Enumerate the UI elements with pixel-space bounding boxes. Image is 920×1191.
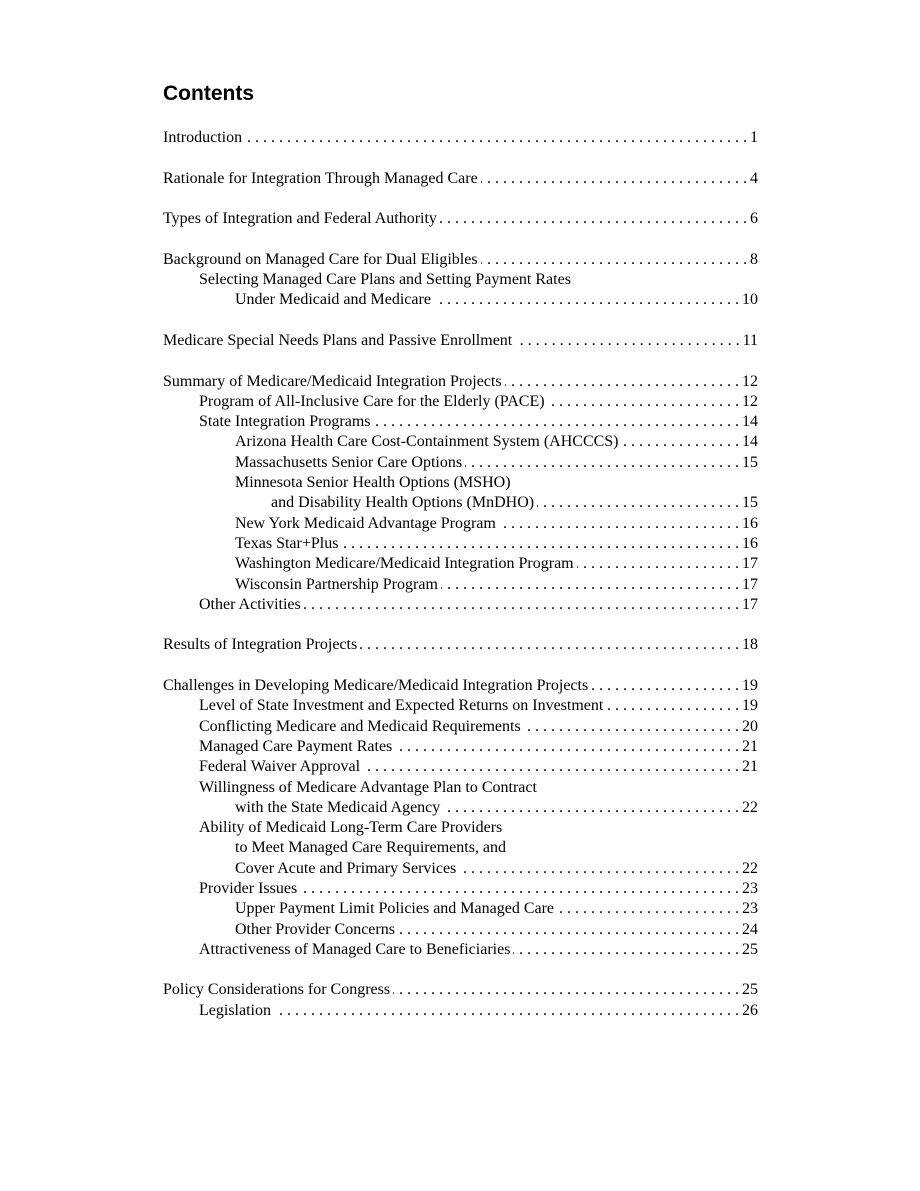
toc-entry-title: Challenges in Developing Medicare/Medicaid Integration Projects	[163, 677, 589, 695]
toc-entry-page-number: 25	[742, 940, 758, 958]
dot-leader	[274, 1001, 739, 1021]
toc-entry-title: Program of All-Inclusive Care for the Elderly (PACE)	[199, 392, 545, 410]
dot-leader	[341, 534, 739, 554]
toc-entry-title: Upper Payment Limit Policies and Managed Care	[235, 900, 555, 918]
toc-entry[interactable]	[163, 493, 758, 513]
toc-entry[interactable]	[163, 392, 758, 412]
toc-entry-page-number: 20	[742, 717, 758, 735]
toc-entry-page-number: 21	[742, 758, 758, 776]
toc-entry-page-number: 12	[742, 372, 758, 390]
toc-entry-page-number: 8	[750, 250, 758, 268]
toc-entry[interactable]	[163, 270, 758, 290]
dot-leader	[304, 595, 739, 615]
dot-leader	[499, 514, 739, 534]
toc-entry[interactable]	[163, 879, 758, 899]
toc-entry-title: with the State Medicaid Agency	[235, 798, 441, 816]
toc-entry-title: Types of Integration and Federal Authority	[163, 210, 437, 228]
dot-leader	[606, 696, 739, 716]
toc-entry-page-number: 18	[742, 636, 758, 654]
toc-entry-title: Policy Considerations for Congress	[163, 981, 391, 999]
table-of-contents	[163, 128, 758, 1021]
toc-entry[interactable]	[163, 128, 758, 148]
toc-entry[interactable]	[163, 554, 758, 574]
toc-entry-title: Conflicting Medicare and Medicaid Requirements	[199, 717, 521, 735]
dot-leader	[577, 554, 739, 574]
dot-leader	[363, 757, 739, 777]
toc-entry[interactable]	[163, 859, 758, 879]
toc-entry[interactable]	[163, 473, 758, 493]
toc-entry-page-number: 17	[742, 575, 758, 593]
toc-entry-title: Background on Managed Care for Dual Eligibles	[163, 250, 478, 268]
toc-entry-page-number: 10	[742, 291, 758, 309]
toc-entry-title: Other Provider Concerns	[235, 920, 395, 938]
toc-entry-title: Minnesota Senior Health Options (MSHO)	[235, 474, 511, 492]
toc-entry[interactable]	[163, 818, 758, 838]
toc-entry-page-number: 22	[742, 798, 758, 816]
toc-entry-title: and Disability Health Options (MnDHO)	[271, 494, 535, 512]
toc-entry-page-number: 4	[750, 169, 758, 187]
dot-leader	[591, 676, 739, 696]
toc-entry-title: Texas Star+Plus	[235, 534, 339, 552]
toc-entry[interactable]	[163, 432, 758, 452]
dot-leader	[443, 798, 739, 818]
toc-entry-title: Other Activities	[199, 595, 301, 613]
toc-entry-title: Willingness of Medicare Advantage Plan to Contract	[199, 778, 537, 796]
dot-leader	[398, 920, 739, 940]
toc-entry-page-number: 16	[742, 534, 758, 552]
toc-entry-page-number: 17	[742, 555, 758, 573]
toc-entry-title: Attractiveness of Managed Care to Beneficiaries	[199, 940, 511, 958]
toc-entry-title: Level of State Investment and Expected Returns on Investment	[199, 697, 604, 715]
dot-leader	[548, 392, 739, 412]
toc-entry-page-number: 14	[742, 433, 758, 451]
dot-leader	[513, 940, 739, 960]
toc-entry[interactable]	[163, 290, 758, 310]
toc-entry-title: Under Medicaid and Medicare	[235, 291, 431, 309]
toc-entry-title: Arizona Health Care Cost-Containment System (AHCCCS)	[235, 433, 619, 451]
toc-entry-page-number: 23	[742, 879, 758, 897]
dot-leader	[300, 879, 739, 899]
dot-leader	[557, 899, 739, 919]
toc-entry-title: Ability of Medicaid Long-Term Care Providers	[199, 819, 503, 837]
toc-entry[interactable]	[163, 534, 758, 554]
toc-entry[interactable]	[163, 331, 758, 351]
dot-leader	[374, 412, 739, 432]
toc-entry-page-number: 26	[742, 1001, 758, 1019]
toc-entry-page-number: 15	[742, 453, 758, 471]
toc-entry[interactable]	[163, 169, 758, 189]
toc-entry-page-number: 25	[742, 981, 758, 999]
dot-leader	[505, 372, 739, 392]
toc-entry-title: Massachusetts Senior Care Options	[235, 453, 463, 471]
toc-entry-title: Wisconsin Partnership Program	[235, 575, 438, 593]
dot-leader	[524, 717, 739, 737]
toc-entry-page-number: 17	[742, 595, 758, 613]
toc-entry-page-number: 12	[742, 392, 758, 410]
page-title: Contents	[163, 82, 254, 105]
dot-leader	[434, 290, 739, 310]
toc-entry-title: New York Medicaid Advantage Program	[235, 514, 496, 532]
toc-entry[interactable]	[163, 575, 758, 595]
toc-entry[interactable]	[163, 209, 758, 229]
toc-entry[interactable]	[163, 980, 758, 1000]
toc-entry-page-number: 11	[742, 331, 758, 349]
dot-leader	[360, 635, 739, 655]
dot-leader	[441, 575, 739, 595]
dot-leader	[440, 209, 747, 229]
toc-entry[interactable]	[163, 940, 758, 960]
toc-entry-title: Introduction	[163, 129, 243, 146]
toc-entry-page-number: 19	[742, 697, 758, 715]
dot-leader	[481, 169, 747, 189]
toc-entry-title: Cover Acute and Primary Services	[235, 859, 457, 877]
toc-entry-title: to Meet Managed Care Requirements, and	[235, 839, 507, 857]
dot-leader	[245, 128, 747, 148]
toc-entry[interactable]	[163, 696, 758, 716]
toc-entry-page-number: 21	[742, 737, 758, 755]
dot-leader	[481, 250, 747, 270]
toc-entry[interactable]	[163, 514, 758, 534]
toc-entry[interactable]	[163, 838, 758, 858]
toc-entry-page-number: 19	[742, 677, 758, 695]
toc-entry-title: Summary of Medicare/Medicaid Integration Projects	[163, 372, 502, 390]
toc-entry[interactable]	[163, 412, 758, 432]
toc-entry-title: State Integration Programs	[199, 413, 371, 431]
dot-leader	[515, 331, 739, 351]
toc-entry[interactable]	[163, 250, 758, 270]
toc-entry[interactable]	[163, 737, 758, 757]
toc-entry-page-number: 15	[742, 494, 758, 512]
dot-leader	[395, 737, 739, 757]
toc-entry[interactable]	[163, 717, 758, 737]
toc-entry-title: Washington Medicare/Medicaid Integration Program	[235, 555, 574, 573]
dot-leader	[537, 493, 739, 513]
toc-entry[interactable]	[163, 372, 758, 392]
dot-leader	[459, 859, 739, 879]
dot-leader	[393, 980, 739, 1000]
toc-entry-page-number: 6	[750, 210, 758, 228]
toc-entry[interactable]	[163, 899, 758, 919]
toc-entry-page-number: 23	[742, 900, 758, 918]
toc-entry-title: Legislation	[199, 1001, 271, 1019]
toc-entry-page-number: 16	[742, 514, 758, 532]
toc-entry[interactable]	[163, 778, 758, 798]
toc-entry-page-number: 14	[742, 413, 758, 431]
toc-entry[interactable]	[163, 757, 758, 777]
toc-entry[interactable]	[163, 595, 758, 615]
toc-entry-title: Selecting Managed Care Plans and Setting Payment Rates	[199, 271, 571, 289]
toc-entry[interactable]	[163, 920, 758, 940]
toc-entry-title: Provider Issues	[199, 879, 298, 897]
toc-entry[interactable]	[163, 635, 758, 655]
toc-entry-title: Medicare Special Needs Plans and Passive Enrollment	[163, 331, 513, 349]
toc-entry-title: Federal Waiver Approval	[199, 758, 361, 776]
toc-entry[interactable]	[163, 798, 758, 818]
toc-entry-title: Rationale for Integration Through Managed Care	[163, 169, 478, 187]
toc-entry-page-number: 24	[742, 920, 758, 938]
toc-entry-page-number: 1	[750, 129, 758, 146]
toc-entry[interactable]	[163, 676, 758, 696]
toc-entry[interactable]	[163, 1001, 758, 1021]
toc-entry-page-number: 22	[742, 859, 758, 877]
toc-entry[interactable]	[163, 453, 758, 473]
dot-leader	[465, 453, 739, 473]
toc-entry-title: Managed Care Payment Rates	[199, 737, 393, 755]
toc-entry-title: Results of Integration Projects	[163, 636, 358, 654]
dot-leader	[622, 432, 739, 452]
